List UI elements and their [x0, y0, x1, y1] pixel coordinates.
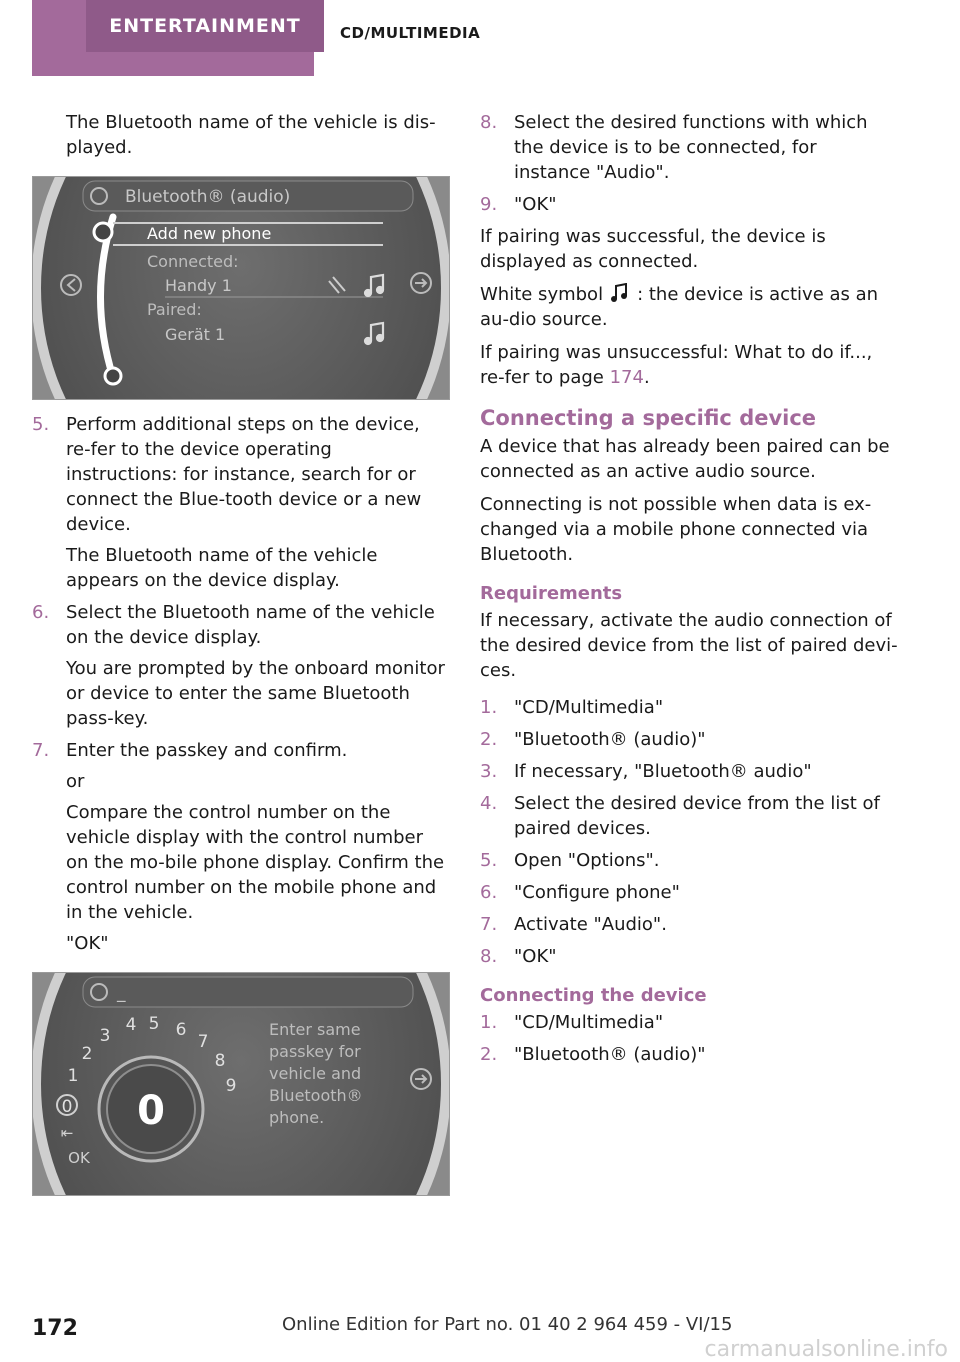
list-item	[480, 791, 898, 841]
step-number: 6.	[480, 882, 498, 903]
bluetooth-audio-screen-graphic	[33, 177, 449, 399]
paragraph-fail	[480, 340, 898, 390]
screen2-title: _	[117, 983, 126, 1003]
list-item	[32, 738, 448, 956]
heading-connecting-device: Connecting the device	[480, 985, 707, 1006]
step-text: "OK"	[66, 933, 109, 954]
step-text: "Bluetooth® (audio)"	[514, 1044, 706, 1065]
connecting-device-steps	[480, 1010, 898, 1067]
device-handy-1[interactable]: Handy 1	[165, 276, 232, 295]
symbol-text-before: White symbol	[480, 284, 604, 305]
step-number: 5.	[480, 850, 498, 871]
step-text: The Bluetooth name of the vehicle appears on the device display.	[66, 545, 378, 591]
requirements-steps	[480, 695, 898, 969]
footer-edition: Online Edition for Part no. 01 40 2 964 459 - VI/15	[282, 1314, 733, 1335]
step-number: 2.	[480, 1044, 498, 1065]
heading-requirements: Requirements	[480, 583, 623, 604]
svg-text:Bluetooth®: Bluetooth®	[269, 1086, 363, 1105]
step-number: 9.	[480, 194, 498, 215]
list-item	[32, 412, 448, 593]
chapter-title: ENTERTAINMENT	[86, 0, 324, 52]
paragraph-requirements: If necessary, activate the audio connection of the desired device from the list of paired devi-ces.	[480, 610, 898, 681]
symbol-text-after: : the device is active as an au-dio source.	[480, 284, 879, 330]
chapter-tab	[32, 0, 314, 76]
label-connected: Connected:	[147, 252, 239, 271]
intro-text: The Bluetooth name of the vehicle is dis-played.	[66, 112, 436, 158]
page-link[interactable]: 174	[609, 367, 644, 388]
passkey-screen	[32, 972, 450, 1196]
right-column	[480, 110, 898, 1074]
list-item	[480, 759, 898, 784]
svg-text:Enter same: Enter same	[269, 1020, 361, 1039]
label-paired: Paired:	[147, 300, 202, 319]
step-text: "Bluetooth® (audio)"	[514, 729, 706, 750]
digit-5[interactable]: 5	[148, 1014, 160, 1034]
list-item	[480, 944, 898, 969]
paragraph-success: If pairing was successful, the device is displayed as connected.	[480, 226, 826, 272]
list-item	[480, 192, 898, 217]
step-number: 8.	[480, 946, 498, 967]
step-text: "Configure phone"	[514, 882, 680, 903]
selected-digit: 0	[137, 1088, 165, 1134]
step-text: Select the desired device from the list of paired devices.	[514, 793, 880, 839]
step-text: "OK"	[514, 946, 557, 967]
step-text: "CD/Multimedia"	[514, 697, 664, 718]
list-item	[32, 600, 448, 731]
step-number: 3.	[480, 761, 498, 782]
digit-8[interactable]: 8	[214, 1051, 226, 1071]
step-text: "OK"	[514, 194, 557, 215]
passkey-screen-graphic	[33, 973, 449, 1195]
left-column	[32, 110, 448, 1208]
digit-2[interactable]: 2	[81, 1044, 93, 1064]
step-text: Open "Options".	[514, 850, 660, 871]
step-text: "CD/Multimedia"	[514, 1012, 664, 1033]
page-number: 172	[32, 1316, 78, 1341]
ok-button[interactable]: OK	[68, 1149, 90, 1167]
step-text: Compare the control number on the vehicle display with the control number on the mo-bile phone display. Confirm the control number on the mobile phone and in the vehicle.	[66, 802, 445, 923]
list-item	[480, 110, 898, 185]
step-text: Select the Bluetooth name of the vehicle on the device display.	[66, 602, 435, 648]
list-item	[480, 1042, 898, 1067]
digit-4[interactable]: 4	[125, 1015, 137, 1035]
paragraph-specific-1: A device that has already been paired can be connected as an active audio source.	[480, 436, 890, 482]
step-text: If necessary, "Bluetooth® audio"	[514, 761, 812, 782]
fail-text: If pairing was unsuccessful: What to do if..., re-fer to page	[480, 342, 873, 388]
digit-7[interactable]: 7	[197, 1032, 209, 1052]
step-text: Enter the passkey and confirm.	[66, 740, 348, 761]
step-number: 2.	[480, 729, 498, 750]
menu-add-new-phone[interactable]: Add new phone	[147, 224, 272, 243]
paragraph-specific-2: Connecting is not possible when data is ex-changed via a mobile phone connected via Bluetooth.	[480, 494, 872, 565]
svg-text:passkey for: passkey for	[269, 1042, 361, 1061]
step-number: 4.	[480, 793, 498, 814]
step-number: 1.	[480, 697, 498, 718]
step-text: or	[66, 771, 85, 792]
step-number: 1.	[480, 1012, 498, 1033]
digit-1[interactable]: 1	[67, 1066, 79, 1086]
step-text: Perform additional steps on the device, re-fer to the device operating instructions: for instance, search for or connect the Blue-tooth device or a new device.	[66, 414, 422, 535]
step-number: 6.	[32, 602, 50, 623]
screen1-title: Bluetooth® (audio)	[125, 187, 291, 207]
list-item	[480, 695, 898, 720]
svg-text:vehicle and: vehicle and	[269, 1064, 362, 1083]
heading-connecting-specific-device: Connecting a specific device	[480, 406, 817, 430]
step-number: 7.	[32, 740, 50, 761]
scroll-knob-bottom	[105, 368, 121, 384]
paragraph-symbol	[480, 282, 898, 332]
list-item	[480, 880, 898, 905]
digit-3[interactable]: 3	[99, 1026, 111, 1046]
step-number: 8.	[480, 112, 498, 133]
step-text: You are prompted by the onboard monitor or device to enter the same Bluetooth pass-key.	[66, 658, 445, 729]
device-geraet-1[interactable]: Gerät 1	[165, 325, 226, 344]
list-item	[480, 848, 898, 873]
svg-text:phone.: phone.	[269, 1108, 325, 1127]
step-text: Select the desired functions with which the device is to be connected, for instance "Audio".	[514, 112, 868, 183]
list-item	[480, 912, 898, 937]
digit-6[interactable]: 6	[175, 1020, 187, 1040]
steps-list-left	[32, 412, 448, 956]
step-number: 7.	[480, 914, 498, 935]
list-item	[480, 1010, 898, 1035]
svg-text:0: 0	[61, 1097, 73, 1117]
steps-list-right-top	[480, 110, 898, 217]
backspace-icon[interactable]: ⇤	[60, 1124, 74, 1142]
watermark: carmanualsonline.info	[704, 1337, 948, 1362]
step-number: 5.	[32, 414, 50, 435]
music-note-icon	[609, 283, 631, 303]
section-title: CD/MULTIMEDIA	[340, 24, 481, 42]
scroll-knob-top	[94, 223, 112, 241]
list-item	[480, 727, 898, 752]
fail-text-end: .	[643, 367, 650, 388]
bluetooth-audio-screen	[32, 176, 450, 400]
step-text: Activate "Audio".	[514, 914, 667, 935]
digit-9[interactable]: 9	[225, 1076, 237, 1096]
